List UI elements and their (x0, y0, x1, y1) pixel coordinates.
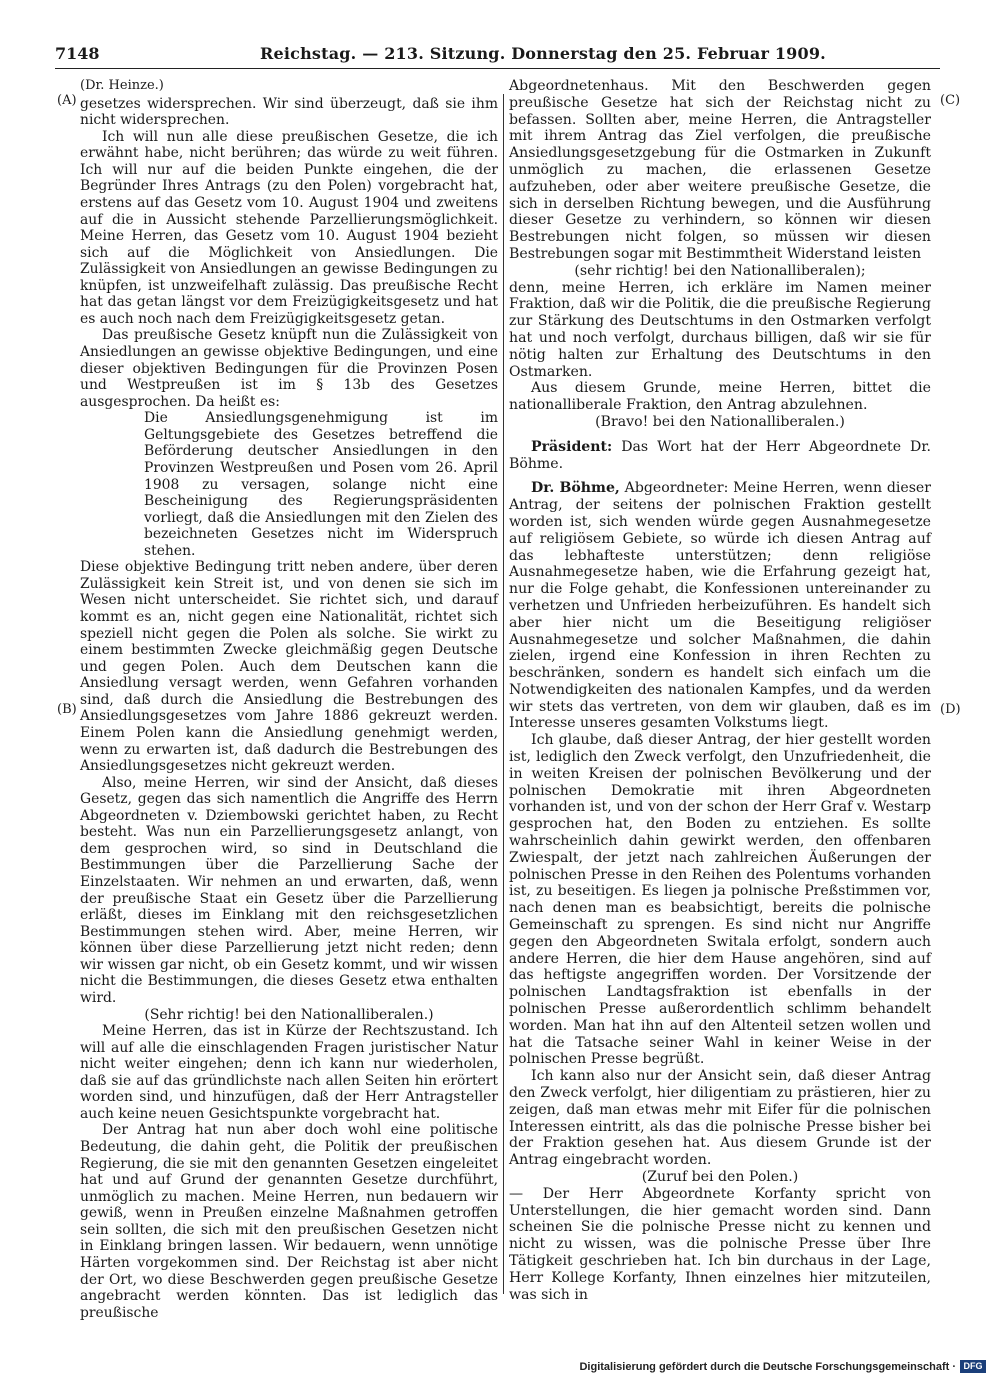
paragraph: Aus diesem Grunde, meine Herren, bittet die nationalliberale Fraktion, den Antrag abzulehnen. (509, 380, 931, 414)
right-column (509, 78, 931, 1303)
paragraph: Diese objektive Bedingung tritt neben andere, über deren Zulässigkeit kein Streit ist, und von denen sie sich im Wesen nicht unterscheidet. Sie richtet sich, und darauf kommt es an, nicht gegen eine Nationalität, richtet sich speziell nicht gegen die Polen als solche. Sie wirkt zu einem bestimmten Zwecke gleichmäßig gegen Deutsche und gegen Polen. Auch dem Deutschen kann die Ansiedlung versagt werden, wenn Gefahren vorhanden sind, daß durch die Ansiedlung die Bestrebungen des Ansiedlungsgesetzes vom Jahre 1886 gekreuzt werden. Einem Polen kann die Ansiedlung genehmigt werden, wenn zu erwarten ist, daß dadurch die Bestrebungen des Ansiedlungsgesetzes nicht gekreuzt werden. (80, 559, 498, 775)
president-label: Präsident: (531, 438, 613, 455)
dfg-logo-icon: DFG (960, 1360, 986, 1373)
paragraph: Ich glaube, daß dieser Antrag, der hier gestellt worden ist, lediglich den Zweck verfolgt, den Unzufriedenheit, die in weiten Kreisen der polnischen Bevölkerung und der polnischen Demokratie mit ihren Abgeordneten vorhanden ist, und von der schon der Herr Graf v. Westarp gesprochen hat, den Boden zu entziehen. Es sollte wahrscheinlich dahin gewirkt werden, den offenbaren Zwiespalt, der jetzt nach zahlreichen Äußerungen der polnischen Presse in den Reihen des Polentums vorhanden ist, zu beseitigen. Es liegen ja polnische Preßstimmen vor, nach denen man es beabsichtigt, bereits die polnische Gemeinschaft zu sprengen. Es sind nicht nur Angriffe gegen den Abgeordneten Switala erfolgt, sondern auch andere Herren, die hier dem Hause angehören, sind auf das heftigste angegriffen worden. Der Vorsitzende der polnischen Landtagsfraktion ist ebenfalls in der polnischen Presse außerordentlich schlimm behandelt worden. Man hat ihn auf den Altenteil setzen wollen und hat die Tatsache seiner Wahl in keiner Weise in der polnischen Presse begrüßt. (509, 732, 931, 1068)
page-title: Reichstag. — 213. Sitzung. Donnerstag den 25. Februar 1909. (260, 44, 826, 63)
speaker-reference: (Dr. Heinze.) (80, 78, 164, 93)
page-number: 7148 (55, 44, 100, 63)
speaker-name: Dr. Böhme, (531, 480, 620, 497)
page-header (55, 44, 940, 69)
paragraph: denn, meine Herren, ich erkläre im Namen meiner Fraktion, daß wir die Politik, die die preußische Regierung zur Stärkung des Deutschtums in den Ostmarken verfolgt hat und noch verfolgt, durchaus billigen, daß wir sie für nötig halten zur Erhaltung des Deutschtums in den Ostmarken. (509, 279, 931, 380)
left-column (80, 78, 498, 1321)
quoted-law-text: Die Ansiedlungsgenehmigung ist im Geltungsgebiete des Gesetzes betreffend die Beförderung deutscher Ansiedlungen in den Provinzen Westpreußen und Posen vom 26. April 1908 zu versagen, solange nicht eine Bescheinigung des Regierungspräsidenten vorliegt, daß die Ansiedlungen mit den Zielen des bezeichneten Gesetzes nicht im Widerspruch stehen. (144, 410, 498, 559)
president-statement (509, 439, 931, 473)
paragraph: Der Antrag hat nun aber doch wohl eine politische Bedeutung, die dahin geht, die Politik der preußischen Regierung, die sie mit den genannten Gesetzen eingeleitet hat und auf Grund der genannten Gesetze durchführt, unmöglich zu machen. Meine Herren, nun bedauern wir gewiß, wenn in Preußen einzelne Maßnahmen getroffen sein sollten, die sich mit den preußischen Gesetzen nicht in Einklang bringen lassen. Wir bedauern, wenn unnötige Härten vorgekommen sind. Der Reichstag ist aber nicht der Ort, wo diese Beschwerden gegen preußische Gesetze angebracht werden könnten. Das ist lediglich das preußische (80, 1122, 498, 1321)
column-divider (503, 94, 504, 1294)
interjection: (Bravo! bei den Nationalliberalen.) (595, 413, 845, 430)
boehme-speech (509, 480, 931, 732)
margin-marker-d: (D) (940, 702, 961, 717)
paragraph: — Der Herr Abgeordnete Korfanty spricht von Unterstellungen, die hier gemacht worden sind. Dann scheinen Sie die polnische Presse nicht zu kennen und nicht zu wissen, was die polnische Presse über Ihre Tätigkeit geschrieben hat. Ich bin durchaus in der Lage, Herr Kollege Korfanty, Ihnen einzelnes hier mitzuteilen, was sich in (509, 1185, 931, 1303)
speech-text: Abgeordneter: Meine Herren, wenn dieser Antrag, der seitens der polnischen Fraktion gestellt worden ist, sich wenden würde gegen Ausnahmegesetze auf religiösem Gebiete, so würde ich diesen Antrag auf das lebhafteste unterstützen; denn religiöse Ausnahmegesetze haben, wie die Erfahrung gezeigt hat, nur die Folge gehabt, die Konfessionen untereinander zu verhetzen und Unfrieden herbeizuführen. Es handelt sich aber hier nicht um die Beseitigung religiöser Ausnahmegesetze und solcher Maßnahmen, die dahin zielen, irgend eine Konfession in ihren Rechten zu beschränken, sondern es handelt sich einfach um die Notwendigkeiten des nationalen Kampfes, und da werden wir stets das vertreten, von dem wir glauben, daß es im Interesse unseres gesamten Volkstums liegt. (509, 480, 932, 732)
paragraph: Abgeordnetenhaus. Mit den Beschwerden gegen preußische Gesetze hat sich der Reichstag nicht zu befassen. Sollten aber, meine Herren, die Antragsteller mit ihrem Antrag das Ziel verfolgen, die preußische Ansiedlungsgesetzgebung für die Ostmarken in Zukunft unmöglich zu machen, die erlassenen Gesetze aufzuheben, oder aber weitere preußische Gesetze, die sich in derselben Richtung bewegen, und die Ausführung dieser Gesetze zu verhindern, so können wir diesen Bestrebungen nicht folgen, so müssen wir diesen Bestrebungen sogar mit Bestimmtheit Widerstand leisten (509, 78, 931, 262)
margin-marker-b: (B) (57, 702, 77, 717)
interjection: (Zuruf bei den Polen.) (641, 1169, 799, 1185)
digitization-footer (579, 1360, 986, 1373)
paragraph: Ich kann also nur der Ansicht sein, daß dieser Antrag den Zweck verfolgt, hier diligentiam zu prästieren, hier zu zeigen, daß man etwas mehr mit Eifer für die polnischen Interessen eintritt, als das die polnische Presse bisher bei der Fraktion gesehen hat. Aus diesem Grunde ist der Antrag eingebracht worden. (509, 1068, 931, 1169)
paragraph: Ich will nun alle diese preußischen Gesetze, die ich erwähnt habe, nicht berühren; das würde zu weit führen. Ich will nur auf die beiden Punkte eingehen, die der Begründer Ihres Antrags (zu den Polen) vorgebracht hat, erstens auf das Gesetz vom 10. August 1904 und zweitens auf die in Aussicht stehende Parzellierungsmöglichkeit. Meine Herren, das Gesetz vom 10. August 1904 bezieht sich auf die Möglichkeit von Ansiedlungen. Die Zulässigkeit von Ansiedlungen an gewisse Bedingungen zu knüpfen, ist unzweifelhaft zulässig. Das preußische Recht hat das getan längst vor dem Freizügigkeitsgesetz und hat es auch noch nach dem Freizügigkeitsgesetz getan. (80, 128, 498, 327)
president-text: Das Wort hat der Herr Abgeordnete Dr. Böhme. (509, 438, 931, 472)
paragraph: Das preußische Gesetz knüpft nun die Zulässigkeit von Ansiedlungen an gewisse objektive Bedingungen, und eine dieser objektiven Bedingungen für die Provinzen Posen und Westpreußen ist im § 13b des Gesetzes ausgesprochen. Da heißt es: (80, 327, 498, 410)
footer-text: Digitalisierung gefördert durch die Deutsche Forschungsgemeinschaft · (579, 1360, 956, 1373)
interjection: (Sehr richtig! bei den Nationalliberalen.) (144, 1006, 434, 1023)
paragraph: Meine Herren, das ist in Kürze der Rechtszustand. Ich will auf alle die einschlagenden Fragen juristischer Natur nicht weiter eingehen; denn ich kann nur wiederholen, daß sie auf das gründlichste nach allen Seiten hin erörtert worden sind, und hinzufügen, daß der Herr Antragsteller auch keine neuen Gesichtspunkte vorgebracht hat. (80, 1023, 498, 1122)
margin-marker-a: (A) (57, 93, 77, 108)
paragraph: Also, meine Herren, wir sind der Ansicht, daß dieses Gesetz, gegen das sich namentlich die Angriffe des Herrn Abgeordneten v. Dziembowski gerichtet haben, zu Recht besteht. Was nun ein Parzellierungsgesetz anlangt, von dem gesprochen wird, so sind in Deutschland die Bestimmungen über die Parzellierung Sache der Einzelstaaten. Wir nehmen an und erwarten, daß, wenn der preußische Staat ein Gesetz über die Parzellierung erläßt, dieses im Einklang mit den reichsgesetzlichen Bestimmungen stehen wird. Aber, meine Herren, wir können über diese Parzellierung jetzt nicht reden; denn wir wissen gar nicht, ob ein Gesetz kommt, und wir wissen nicht die Bestimmungen, die dieses Gesetz etwa enthalten wird. (80, 774, 498, 1006)
paragraph: gesetzes widersprechen. Wir sind überzeugt, daß sie ihm nicht widersprechen. (80, 95, 498, 129)
interjection: (sehr richtig! bei den Nationalliberalen); (574, 262, 866, 279)
margin-marker-c: (C) (940, 93, 961, 108)
